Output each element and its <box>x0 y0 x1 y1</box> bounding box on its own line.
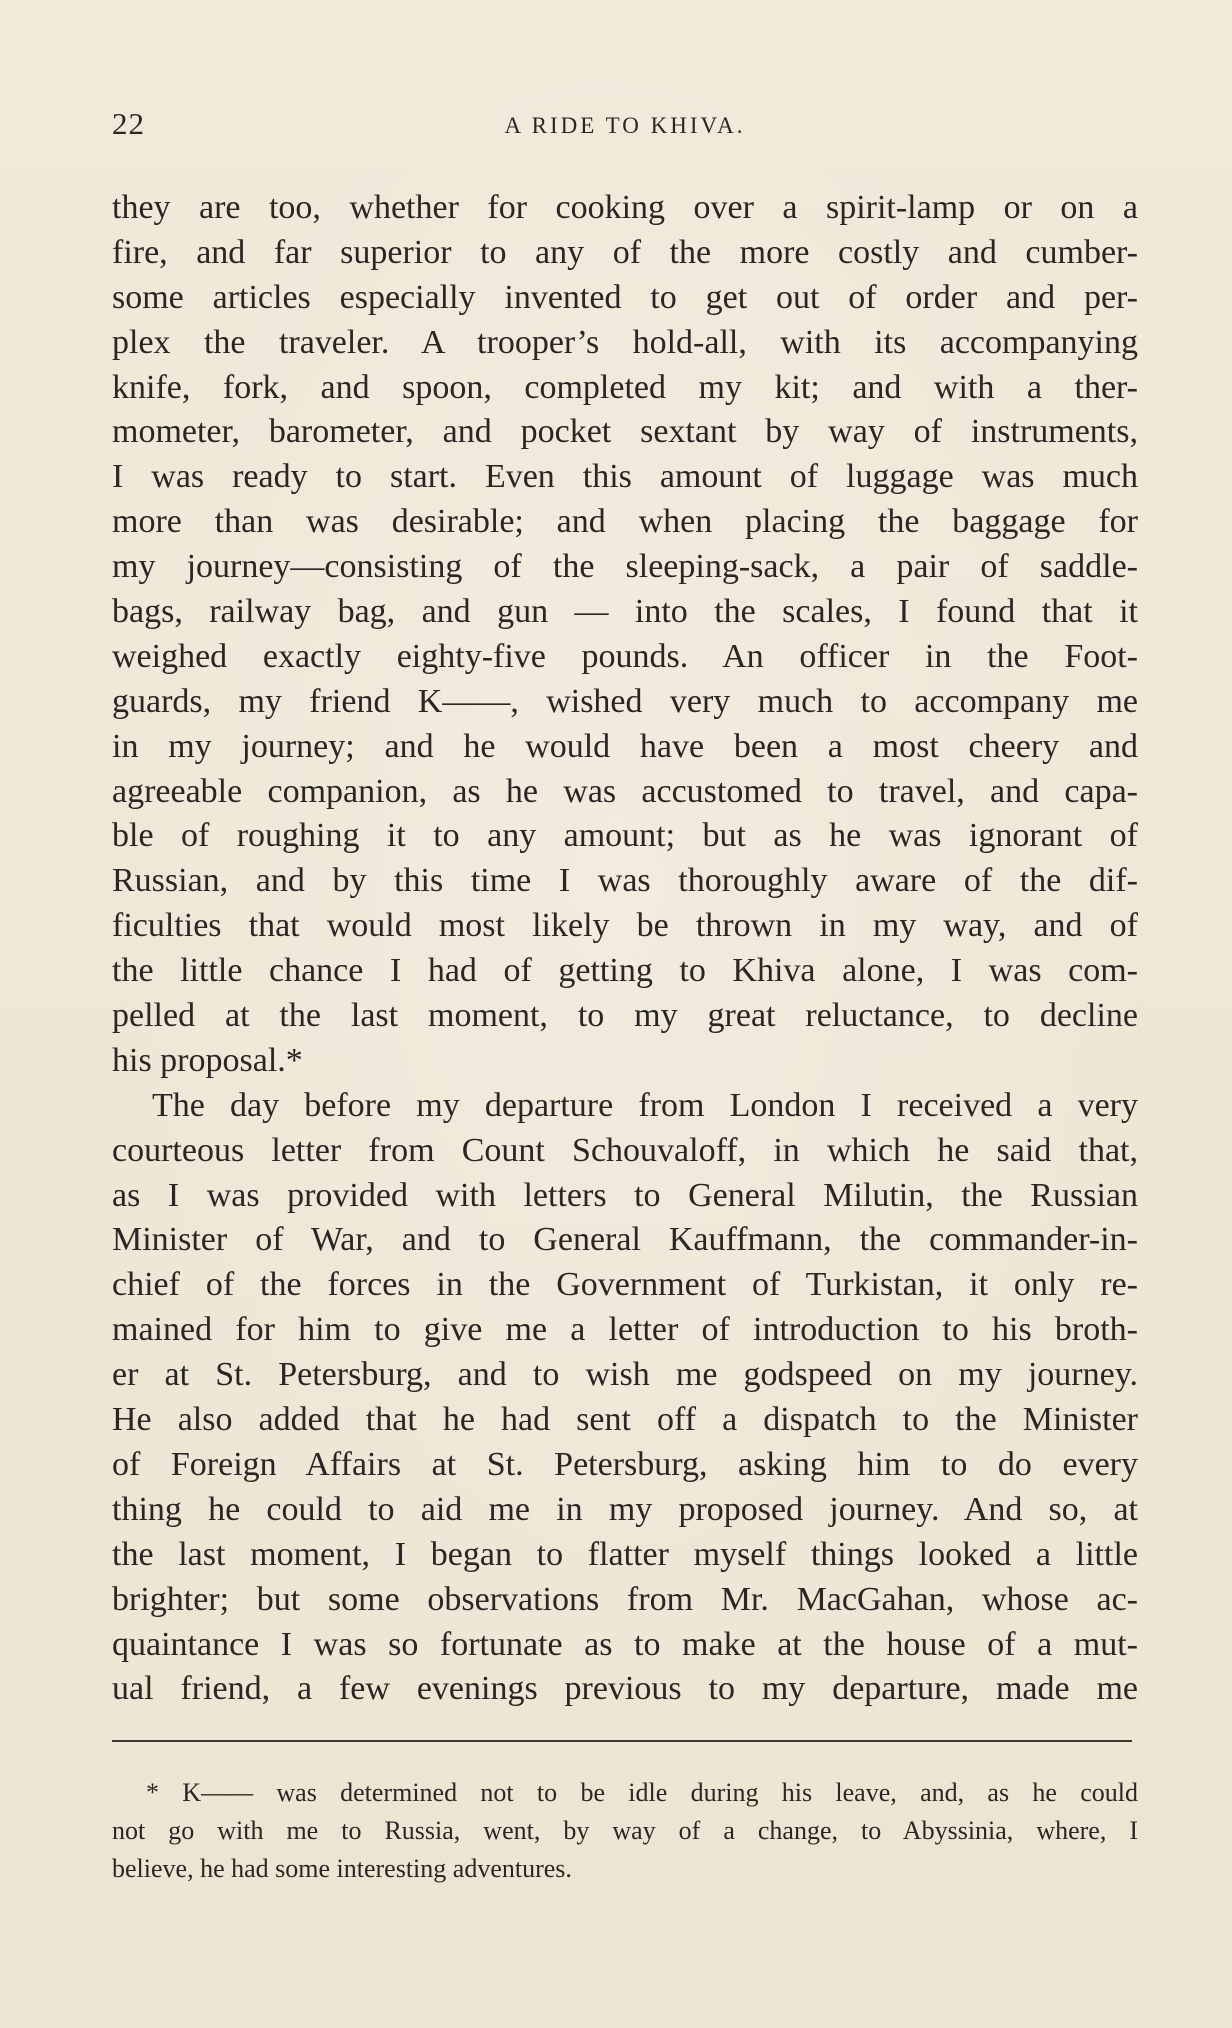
text-line: quaintance I was so fortunate as to make at the house of a mut- <box>112 1625 1138 1663</box>
page-number: 22 <box>112 106 145 141</box>
text-line: brighter; but some observations from Mr. MacGahan, whose ac- <box>112 1580 1138 1618</box>
text-line: more than was desirable; and when placing the baggage for <box>112 503 1138 541</box>
running-head <box>112 104 1138 144</box>
text-line: pelled at the last moment, to my great reluctance, to decline <box>112 997 1138 1035</box>
paragraph-start-line: The day before my departure from London I received a very <box>152 1086 1138 1124</box>
text-line: they are too, whether for cooking over a spirit-lamp or on a <box>112 189 1138 226</box>
footnote-line: * K—— was determined not to be idle during his leave, and, as he could <box>146 1778 1138 1807</box>
text-line: fire, and far superior to any of the more costly and cumber- <box>112 233 1138 271</box>
text-line: the little chance I had of getting to Khiva alone, I was com- <box>112 952 1138 990</box>
text-line: agreeable companion, as he was accustomed to travel, and capa- <box>112 772 1138 810</box>
text-line: plex the traveler. A trooper’s hold-all, with its accompanying <box>112 323 1138 361</box>
text-line: er at St. Petersburg, and to wish me godspeed on my journey. <box>112 1356 1138 1394</box>
text-line: in my journey; and he would have been a most cheery and <box>112 727 1138 765</box>
text-line: I was ready to start. Even this amount of luggage was much <box>112 458 1138 496</box>
text-line: of Foreign Affairs at St. Petersburg, asking him to do every <box>112 1445 1138 1483</box>
text-line: my journey—consisting of the sleeping-sack, a pair of saddle- <box>112 548 1138 586</box>
text-line: knife, fork, and spoon, completed my kit; and with a ther- <box>112 368 1138 406</box>
footnote-line: not go with me to Russia, went, by way of a change, to Abyssinia, where, I <box>112 1816 1138 1845</box>
text-line: ficulties that would most likely be thrown in my way, and of <box>112 907 1138 945</box>
text-line: the last moment, I began to flatter myself things looked a little <box>112 1535 1138 1573</box>
text-line: ual friend, a few evenings previous to my departure, made me <box>112 1670 1138 1708</box>
text-line: mometer, barometer, and pocket sextant by way of instruments, <box>112 413 1138 451</box>
paragraph-end-line: his proposal.* <box>112 1041 303 1079</box>
text-line: Russian, and by this time I was thoroughly aware of the dif- <box>112 862 1138 900</box>
text-line: bags, railway bag, and gun — into the scales, I found that it <box>112 593 1138 631</box>
text-line: thing he could to aid me in my proposed journey. And so, at <box>112 1490 1138 1528</box>
text-line: as I was provided with letters to General Milutin, the Russian <box>112 1176 1138 1214</box>
text-line: guards, my friend K——, wished very much to accompany me <box>112 682 1138 720</box>
text-line: ble of roughing it to any amount; but as he was ignorant of <box>112 817 1138 855</box>
footnote-separator-rule <box>112 1740 1132 1742</box>
footnote-line: believe, he had some interesting adventures. <box>112 1854 572 1883</box>
text-line: chief of the forces in the Government of Turkistan, it only re- <box>112 1266 1138 1304</box>
running-title: A RIDE TO KHIVA. <box>504 113 746 138</box>
text-line: courteous letter from Count Schouvaloff, in which he said that, <box>112 1131 1138 1169</box>
text-line: Minister of War, and to General Kauffmann, the commander-in- <box>112 1221 1138 1259</box>
body-text <box>112 186 1138 1712</box>
text-line: mained for him to give me a letter of introduction to his broth- <box>112 1311 1138 1349</box>
footnote <box>112 1774 1138 1888</box>
text-line: weighed exactly eighty-five pounds. An officer in the Foot- <box>112 637 1138 675</box>
text-line: He also added that he had sent off a dispatch to the Minister <box>112 1401 1138 1439</box>
text-line: some articles especially invented to get out of order and per- <box>112 278 1138 316</box>
